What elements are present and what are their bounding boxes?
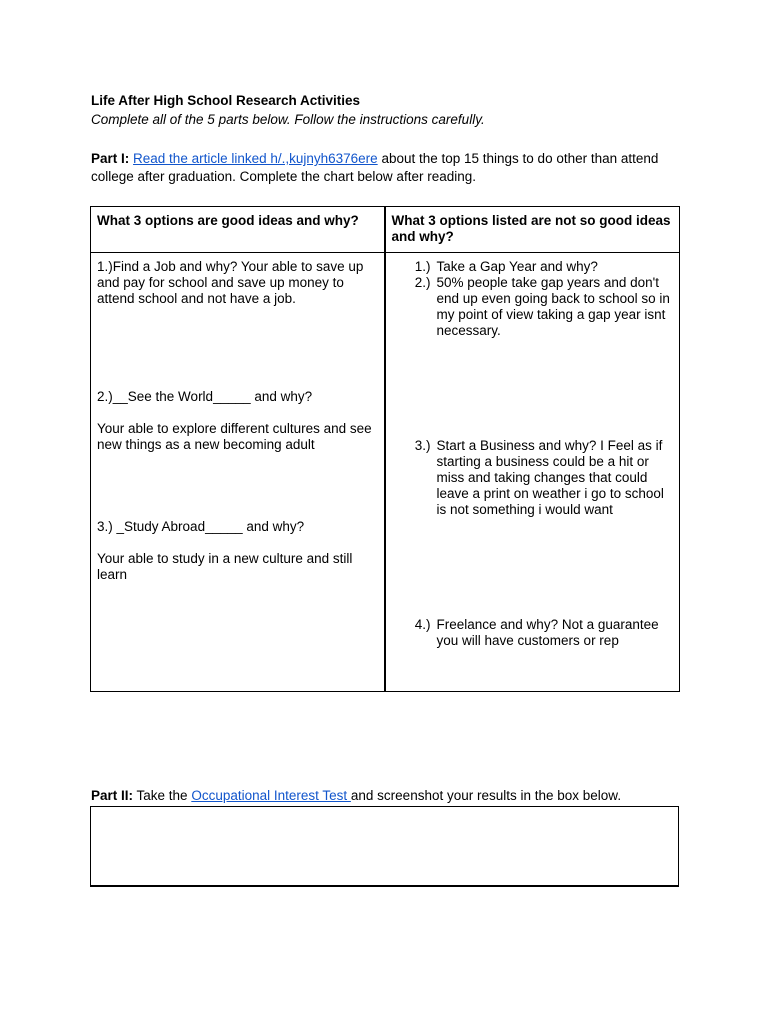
options-chart (90, 206, 680, 692)
list-number: 3.) (414, 438, 431, 453)
part1-instructions (91, 150, 691, 186)
not-good-ideas-list (392, 259, 674, 649)
page-subtitle: Complete all of the 5 parts below. Follow the instructions carefully. (91, 112, 485, 127)
list-text: Take a Gap Year and why? (436, 259, 598, 274)
list-item (392, 438, 674, 518)
good-idea-2: 2.)__See the World_____ and why? (97, 389, 313, 404)
not-good-ideas-cell[interactable] (385, 253, 680, 692)
part2-text-after: and screenshot your results in the box below. (350, 788, 622, 803)
good-idea-1: 1.)Find a Job and why? Your able to save up and pay for school and save up money to attend school and not have a job. (97, 259, 364, 306)
list-item (392, 617, 674, 649)
list-text: 50% people take gap years and don't end up even going back to school so in my point of view taking a gap year isnt necessary. (436, 275, 670, 338)
occupational-test-link[interactable]: Occupational Interest Test (191, 788, 351, 803)
list-text: Start a Business and why? I Feel as if starting a business could be a hit or miss and taking changes that could leave a print on weather i go to school is not something i would want (436, 438, 664, 517)
part2-instructions (91, 788, 691, 803)
page-title: Life After High School Research Activities (91, 93, 361, 108)
article-link[interactable]: Read the article linked h/.,kujnyh6376ere (133, 151, 378, 166)
list-item (392, 275, 674, 339)
good-idea-2-reason: Your able to explore different cultures and see new things as a new becoming adult (97, 421, 372, 452)
header-not-good-ideas: What 3 options listed are not so good ideas and why? (385, 207, 680, 253)
results-screenshot-box[interactable] (90, 806, 679, 887)
part1-label: Part I: (91, 151, 130, 166)
good-ideas-cell[interactable] (91, 253, 385, 692)
header-good-ideas: What 3 options are good ideas and why? (91, 207, 385, 253)
list-number: 4.) (414, 617, 431, 632)
part2-label: Part II: (91, 788, 134, 803)
part2-text-before: Take the (133, 788, 192, 803)
part1-text: about the top 15 things to do other than attend college after graduation. Complete the chart below after reading. (91, 151, 659, 184)
list-number: 2.) (414, 275, 431, 290)
list-number: 1.) (414, 259, 431, 274)
good-idea-3: 3.) _Study Abroad_____ and why? (97, 519, 305, 534)
list-text: Freelance and why? Not a guarantee you will have customers or rep (436, 617, 659, 648)
good-idea-3-reason: Your able to study in a new culture and still learn (97, 551, 353, 582)
list-item (392, 259, 674, 275)
